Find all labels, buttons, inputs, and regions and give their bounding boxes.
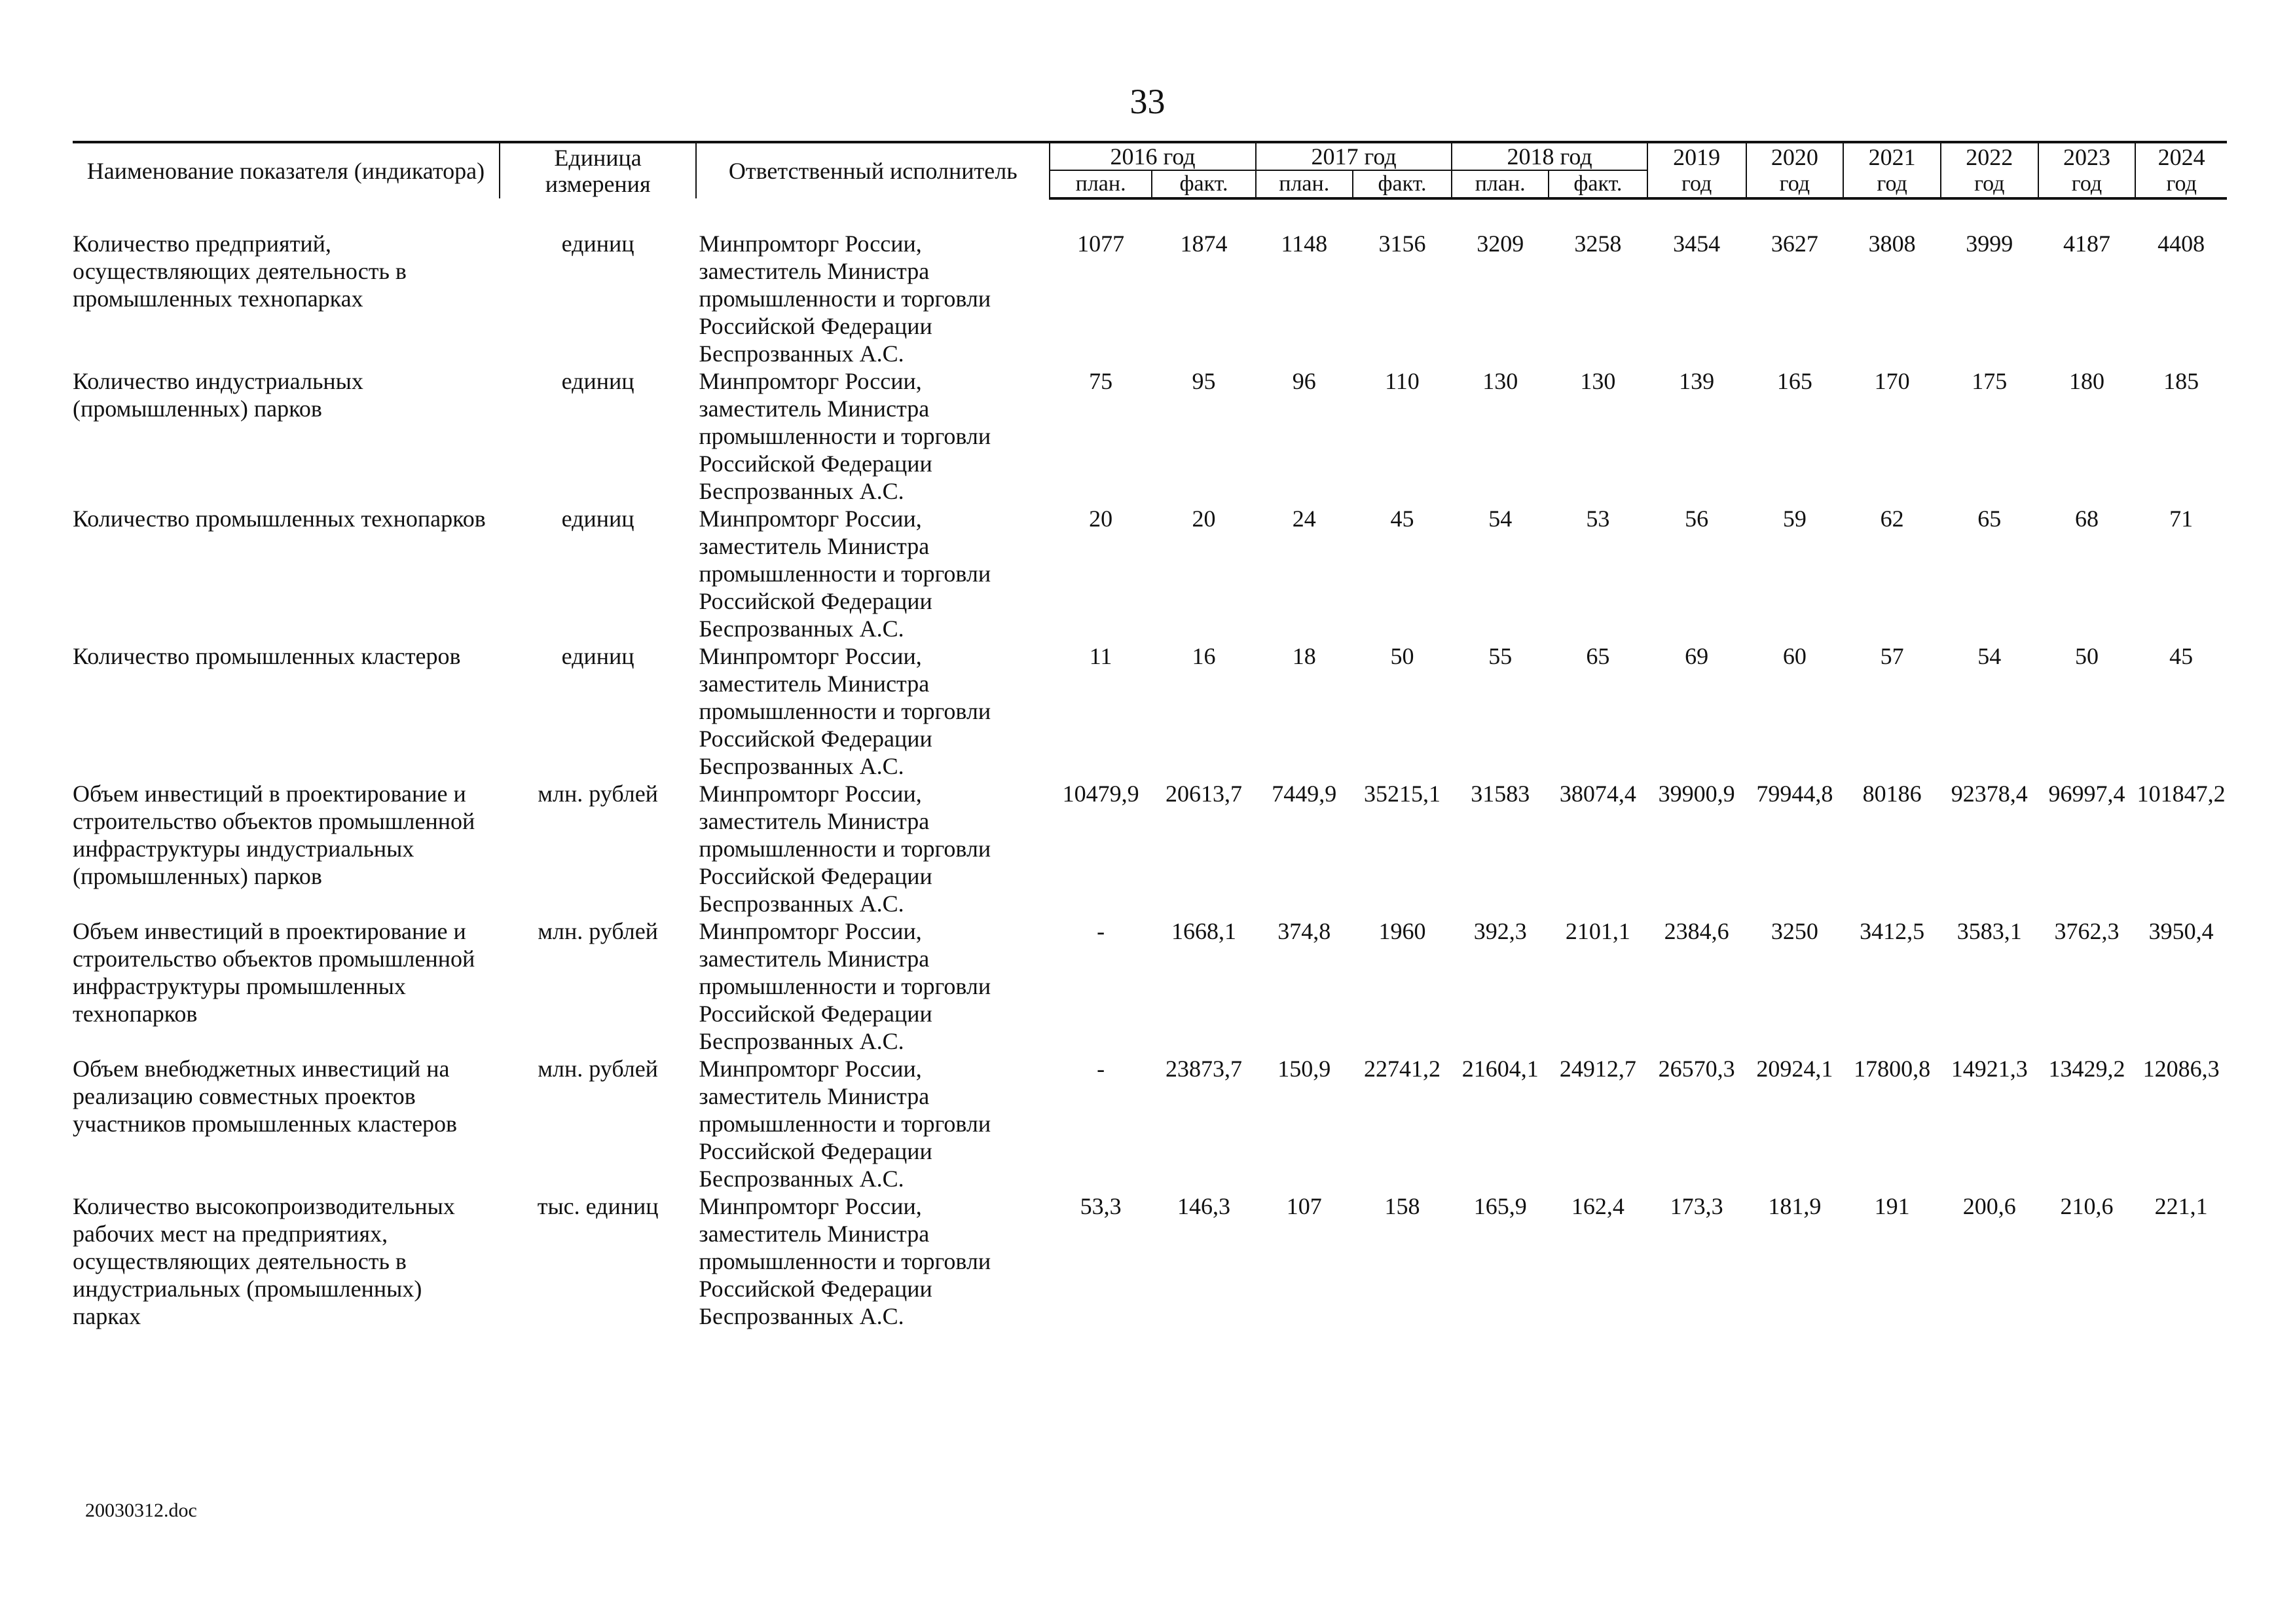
value-cell: 3627 [1771, 231, 1818, 257]
value-cell: - [1097, 918, 1105, 944]
value-cell: 65 [1586, 643, 1610, 669]
value-cell: 180 [2068, 368, 2104, 394]
value-cell: 75 [1089, 368, 1113, 394]
header-fact-2017: факт. [1353, 170, 1452, 198]
value-cell: 60 [1782, 643, 1807, 669]
value-cell: 53 [1586, 506, 1610, 532]
value-cell: 374,8 [1277, 918, 1331, 944]
header-god-2019: год [1647, 170, 1746, 198]
value-cell: 185 [2163, 368, 2199, 394]
value-cell: 92378,4 [1951, 781, 2028, 807]
value-cell: 71 [2169, 506, 2194, 532]
header-plan-2017: план. [1256, 170, 1353, 198]
value-cell: 3808 [1868, 231, 1916, 257]
header-fact-2016: факт. [1152, 170, 1256, 198]
header-name: Наименование показателя (индикатора) [73, 142, 500, 198]
value-cell: 107 [1286, 1193, 1322, 1219]
value-cell: 165 [1776, 368, 1812, 394]
table-row [73, 1055, 2227, 1192]
header-god-2023: год [2038, 170, 2136, 198]
value-cell: 3156 [1378, 231, 1426, 257]
value-cell: 14921,3 [1951, 1056, 2028, 1082]
indicator-name: Объем внебюджетных инвестиций на реализацию совместных проектов участников промышленных кластеров [73, 1056, 458, 1137]
value-cell: 50 [1390, 643, 1414, 669]
header-executor: Ответственный исполнитель [696, 142, 1050, 198]
value-cell: 130 [1482, 368, 1518, 394]
value-cell: 165,9 [1473, 1193, 1527, 1219]
value-cell: 65 [1977, 506, 2002, 532]
header-year-2020: 2020 [1746, 142, 1844, 170]
value-cell: 17800,8 [1854, 1056, 1931, 1082]
value-cell: 45 [1390, 506, 1414, 532]
value-cell: 175 [1972, 368, 2008, 394]
value-cell: 45 [2169, 643, 2194, 669]
indicator-name: Объем инвестиций в проектирование и строительство объектов промышленной инфраструктуры индустриальных (промышленных) парков [73, 781, 475, 889]
value-cell: 69 [1685, 643, 1709, 669]
value-cell: 1960 [1378, 918, 1426, 944]
value-cell: 79944,8 [1756, 781, 1833, 807]
indicators-table [73, 141, 2227, 1330]
value-cell: 110 [1385, 368, 1420, 394]
unit-cell: тыс. единиц [537, 1193, 659, 1219]
indicator-name: Количество промышленных технопарков [73, 506, 486, 532]
value-cell: 4187 [2063, 231, 2110, 257]
value-cell: 7449,9 [1272, 781, 1337, 807]
value-cell: 50 [2074, 643, 2099, 669]
value-cell: 39900,9 [1658, 781, 1735, 807]
executor-cell: Минпромторг России, заместитель Министра промышленности и торговли Российской Федерации Беспрозванных А.С. [699, 1193, 991, 1329]
value-cell: 2101,1 [1565, 918, 1630, 944]
value-cell: 13429,2 [2048, 1056, 2125, 1082]
header-god-2024: год [2135, 170, 2227, 198]
value-cell: 55 [1488, 643, 1513, 669]
value-cell: 1874 [1180, 231, 1228, 257]
value-cell: 24 [1292, 506, 1316, 532]
table-row [73, 642, 2227, 780]
header-year-2017: 2017 год [1256, 142, 1452, 170]
value-cell: 3454 [1673, 231, 1721, 257]
value-cell: 210,6 [2060, 1193, 2114, 1219]
value-cell: 4408 [2157, 231, 2205, 257]
value-cell: 31583 [1471, 781, 1530, 807]
value-cell: 3762,3 [2054, 918, 2120, 944]
value-cell: 10479,9 [1062, 781, 1139, 807]
unit-cell: млн. рублей [538, 781, 658, 807]
value-cell: 95 [1192, 368, 1216, 394]
executor-cell: Минпромторг России, заместитель Министра промышленности и торговли Российской Федерации Беспрозванных А.С. [699, 368, 991, 504]
value-cell: 20 [1192, 506, 1216, 532]
value-cell: 35215,1 [1363, 781, 1441, 807]
header-god-2022: год [1941, 170, 2038, 198]
value-cell: 24912,7 [1559, 1056, 1636, 1082]
value-cell: 392,3 [1473, 918, 1527, 944]
file-name-footer: 20030312.doc [85, 1500, 197, 1521]
executor-cell: Минпромторг России, заместитель Министра промышленности и торговли Российской Федерации Беспрозванных А.С. [699, 231, 991, 367]
value-cell: 170 [1874, 368, 1910, 394]
value-cell: 3950,4 [2148, 918, 2214, 944]
value-cell: 22741,2 [1363, 1056, 1441, 1082]
value-cell: 200,6 [1962, 1193, 2016, 1219]
indicator-name: Количество предприятий, осуществляющих деятельность в промышленных технопарках [73, 231, 407, 312]
header-year-2024: 2024 [2135, 142, 2227, 170]
value-cell: 96 [1292, 368, 1316, 394]
value-cell: 54 [1977, 643, 2002, 669]
value-cell: 53,3 [1080, 1193, 1122, 1219]
unit-cell: млн. рублей [538, 1056, 658, 1082]
value-cell: 130 [1580, 368, 1616, 394]
header-year-2022: 2022 [1941, 142, 2038, 170]
value-cell: 26570,3 [1658, 1056, 1735, 1082]
header-year-2021: 2021 [1843, 142, 1941, 170]
value-cell: 20924,1 [1756, 1056, 1833, 1082]
indicator-name: Количество промышленных кластеров [73, 643, 461, 669]
executor-cell: Минпромторг России, заместитель Министра промышленности и торговли Российской Федерации Беспрозванных А.С. [699, 1056, 991, 1192]
indicator-name: Количество высокопроизводительных рабочих мест на предприятиях, осуществляющих деятельность в индустриальных (промышленных) парках [73, 1193, 455, 1329]
indicator-name: Объем инвестиций в проектирование и строительство объектов промышленной инфраструктуры промышленных технопарков [73, 918, 475, 1027]
value-cell: 150,9 [1277, 1056, 1331, 1082]
executor-cell: Минпромторг России, заместитель Министра промышленности и торговли Российской Федерации Беспрозванных А.С. [699, 643, 991, 779]
value-cell: 21604,1 [1461, 1056, 1539, 1082]
unit-cell: единиц [561, 643, 634, 669]
unit-cell: единиц [561, 506, 634, 532]
table-row [73, 1192, 2227, 1330]
value-cell: 18 [1292, 643, 1316, 669]
value-cell: 181,9 [1768, 1193, 1822, 1219]
table-row [73, 230, 2227, 367]
value-cell: 1077 [1077, 231, 1125, 257]
value-cell: 139 [1679, 368, 1715, 394]
header-god-2021: год [1843, 170, 1941, 198]
header-plan-2016: план. [1050, 170, 1152, 198]
table-row [73, 367, 2227, 505]
value-cell: 3999 [1966, 231, 2013, 257]
header-unit: Единица измерения [500, 142, 696, 198]
value-cell: 191 [1874, 1193, 1910, 1219]
value-cell: 68 [2074, 506, 2099, 532]
value-cell: - [1097, 1056, 1105, 1082]
header-fact-2018: факт. [1549, 170, 1647, 198]
unit-cell: единиц [561, 231, 634, 257]
header-year-2019: 2019 [1647, 142, 1746, 170]
value-cell: 59 [1782, 506, 1807, 532]
unit-cell: единиц [561, 368, 634, 394]
value-cell: 3583,1 [1956, 918, 2022, 944]
header-year-2023: 2023 [2038, 142, 2136, 170]
value-cell: 158 [1384, 1193, 1420, 1219]
header-god-2020: год [1746, 170, 1844, 198]
value-cell: 2384,6 [1664, 918, 1729, 944]
table-row [73, 780, 2227, 917]
value-cell: 3258 [1574, 231, 1622, 257]
value-cell: 96997,4 [2048, 781, 2125, 807]
value-cell: 146,3 [1177, 1193, 1230, 1219]
page-number: 33 [1129, 82, 1166, 121]
value-cell: 57 [1880, 643, 1904, 669]
table-body [73, 198, 2227, 1330]
table-row [73, 917, 2227, 1055]
value-cell: 221,1 [2154, 1193, 2208, 1219]
value-cell: 62 [1880, 506, 1904, 532]
table-row [73, 505, 2227, 642]
value-cell: 101847,2 [2137, 781, 2226, 807]
executor-cell: Минпромторг России, заместитель Министра промышленности и торговли Российской Федерации Беспрозванных А.С. [699, 506, 991, 642]
value-cell: 173,3 [1670, 1193, 1723, 1219]
header-plan-2018: план. [1452, 170, 1549, 198]
value-cell: 20613,7 [1165, 781, 1242, 807]
value-cell: 12086,3 [2142, 1056, 2220, 1082]
value-cell: 3412,5 [1860, 918, 1925, 944]
table-header [73, 142, 2227, 198]
indicator-name: Количество индустриальных (промышленных) парков [73, 368, 363, 422]
value-cell: 11 [1089, 643, 1112, 669]
value-cell: 16 [1192, 643, 1216, 669]
executor-cell: Минпромторг России, заместитель Министра промышленности и торговли Российской Федерации Беспрозванных А.С. [699, 781, 991, 917]
value-cell: 1668,1 [1171, 918, 1236, 944]
value-cell: 54 [1488, 506, 1513, 532]
value-cell: 80186 [1862, 781, 1922, 807]
value-cell: 162,4 [1571, 1193, 1625, 1219]
value-cell: 1148 [1281, 231, 1328, 257]
value-cell: 3250 [1771, 918, 1818, 944]
value-cell: 38074,4 [1559, 781, 1636, 807]
header-year-2018: 2018 год [1452, 142, 1647, 170]
value-cell: 23873,7 [1165, 1056, 1242, 1082]
unit-cell: млн. рублей [538, 918, 658, 944]
executor-cell: Минпромторг России, заместитель Министра промышленности и торговли Российской Федерации Беспрозванных А.С. [699, 918, 991, 1054]
value-cell: 20 [1089, 506, 1113, 532]
value-cell: 3209 [1477, 231, 1524, 257]
header-year-2016: 2016 год [1050, 142, 1256, 170]
value-cell: 56 [1685, 506, 1709, 532]
